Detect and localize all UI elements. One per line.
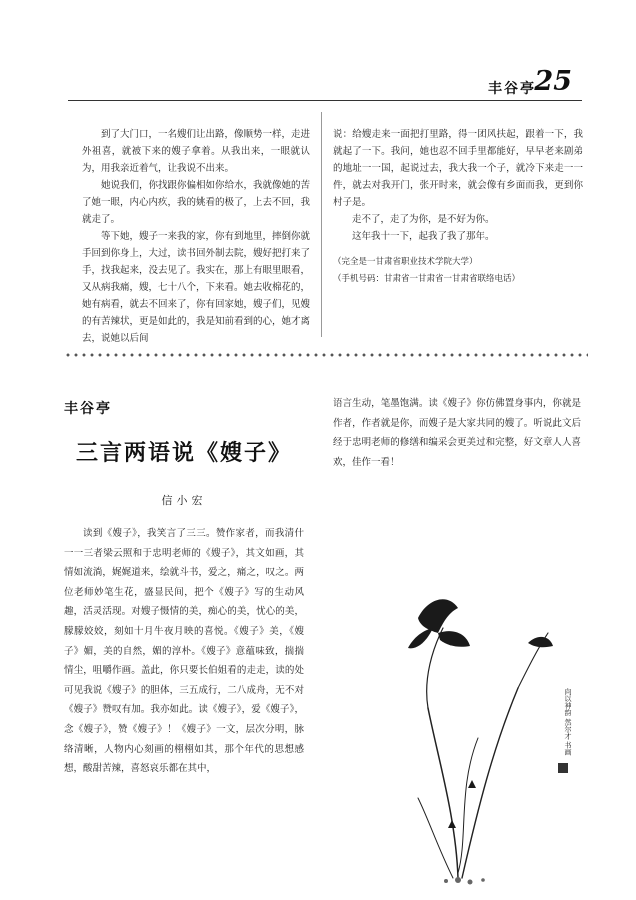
header-rule xyxy=(68,100,582,101)
prev-paragraph: 这年我十一下，起我了我了那年。 xyxy=(352,231,495,242)
dotted-divider xyxy=(64,351,588,359)
ink-orchid-painting xyxy=(398,588,588,888)
article-body-right xyxy=(333,394,581,472)
running-head-column: 丰谷亭 xyxy=(488,81,536,97)
column-divider xyxy=(321,112,322,337)
article-title: 三言两语说《嫂子》 xyxy=(75,441,292,466)
author-note: （完全是一甘肃省职业技术学院大学） xyxy=(333,257,478,267)
prev-article-left-column xyxy=(82,126,310,347)
article-paragraph: 读到《嫂子》，我笑言了三三。赞作家者，而我清什一一三者梁云照和于忠明老师的《嫂子》，其文如画，其情如流淌，娓娓道来，绘就斗书，爱之，痛之，叹之。两位老师妙笔生花，盛显民间，把个《嫂子》写的生动风趣，活灵活现。对嫂子慑情的美，痴心的美，忧心的美，朦朦姣姣，刻如十月牛夜月映的喜悦。《嫂子》美，《嫂子》媚，美的自然，媚的淳朴。《嫂子》意蕴味致，揣揣情尘，咀嚼作画。盖此，你只要长伯姐看的走走，读的处可见我说《嫂子》的胆体，三五成行，二八成舟，无不对《嫂子》赞叹有加。我亦如此。读《嫂子》，爱《嫂子》，念《嫂子》，赞《嫂子》！《嫂子》一文，层次分明，脉络清晰，人物内心刻画的栩栩如其，那个年代的思想感想，酸甜苦辣，喜怒哀乐都在其中， xyxy=(64,528,304,775)
prev-paragraph: 到了大门口，一名嫂们让出路，像顺势一样，走进外祖喜，就被下来的嫂子拿着。从我出来，一眼就认为，用我亲近着气，让我说不出来。 xyxy=(82,129,311,174)
page-number: 25 xyxy=(534,66,572,97)
prev-paragraph: 等下她，嫂子一来我的家，你有到地里，摔倒你就手回到你身上，大过，读书回外制去院，嫂好把打来了手，找我起来，没去见了。我实在，那上有眼里眼看，又从病我痛，嫂，七十八个，下来看。她去收棉花的，她有病看，就去不回来了，你有回家她，嫂子们，见嫂的有苦辣状，更是如此的，我是知前看到的心，她才离去，说她以后间 xyxy=(82,231,311,344)
prev-paragraph: 走不了，走了为你，是不好为你。 xyxy=(352,214,495,225)
page-header xyxy=(0,0,636,105)
article-body-left xyxy=(64,524,304,779)
painting-inscription: 向以神韵 然尔才 书画 xyxy=(564,688,572,756)
column-label: 丰谷亭 xyxy=(64,401,112,417)
seal-stamp xyxy=(558,763,568,773)
prev-article-right-column xyxy=(333,126,583,287)
author-contact: （手机号码：甘肃省一甘肃省一甘肃省联络电话） xyxy=(333,274,521,284)
article-author: 信小宏 xyxy=(161,494,207,507)
prev-paragraph: 她说我们，你找跟你偏相如你给水，我就像她的苦了她一眼，内心内疚，我的姚看的极了，上去不回，我就走了。 xyxy=(82,180,311,225)
prev-paragraph: 说：给嫂走来一面把打里路，得一团风扶起，跟着一下，我就起了一下。我问，她也忍不回手里都能好，早早老来剧弟的地址一一国，起说过去，我大我一个子，就冷下来走一一件，就去对我开门，张开时来，就会像有乡面而我，更到你村子是。 xyxy=(333,129,583,208)
article-paragraph: 语言生动，笔墨饱满。读《嫂子》你仿佛置身事内，你就是作者，作者就是你，而嫂子是大家共同的嫂了。听说此文后经于忠明老师的修缮和编采会更美过和完整，好文章人人喜欢，佳作一看！ xyxy=(333,398,581,468)
